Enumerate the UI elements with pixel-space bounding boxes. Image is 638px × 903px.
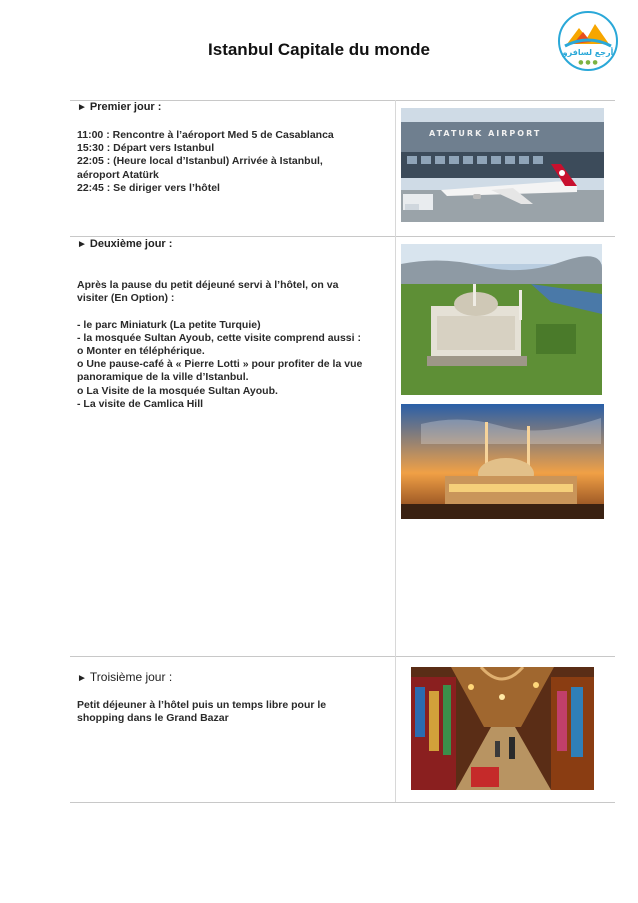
logo-emblem-icon <box>557 10 619 72</box>
airport-sign-text: ATATURK AIRPORT <box>429 129 542 138</box>
day-3-label-text: Troisième jour : <box>89 670 173 684</box>
brand-logo <box>557 10 619 72</box>
text-line: visiter (En Option) : <box>77 292 175 305</box>
day-1-text <box>77 129 334 195</box>
text-line: - le parc Miniaturk (La petite Turquie) <box>77 318 261 331</box>
miniaturk-photo <box>401 244 602 395</box>
text-line: shopping dans le Grand Bazar <box>77 712 229 725</box>
text-line: 22:05 : (Heure local d’Istanbul) Arrivée à Istanbul, <box>77 155 323 168</box>
arrow-right-icon: ► <box>77 673 87 684</box>
svg-text:● ● ●: ● ● ● <box>578 59 598 66</box>
text-line: o La Visite de la mosquée Sultan Ayoub. <box>77 384 278 397</box>
day-3-label <box>77 670 172 684</box>
arrow-right-icon: ► <box>77 239 87 250</box>
day-2-label <box>77 238 172 250</box>
airport-photo <box>401 108 604 222</box>
day-3-text <box>77 699 326 725</box>
text-line: 22:45 : Se diriger vers l’hôtel <box>77 181 220 194</box>
grand-bazaar-photo <box>411 667 594 790</box>
svg-text:أرجع لسافرو: أرجع لسافرو <box>562 48 614 57</box>
text-line: panoramique de la ville d’Istanbul. <box>77 371 249 384</box>
separator-line <box>70 656 615 657</box>
text-line: Petit déjeuner à l’hôtel puis un temps libre pour le <box>77 699 327 711</box>
separator-line <box>70 236 615 237</box>
separator-line <box>70 802 615 803</box>
text-line: - La visite de Camlica Hill <box>77 397 204 410</box>
day-2-label-text: Deuxième jour : <box>89 238 173 250</box>
arrow-right-icon: ► <box>77 102 87 113</box>
page-title: Istanbul Capitale du monde <box>208 40 430 59</box>
text-line: 15:30 : Départ vers Istanbul <box>77 142 215 155</box>
day-2-text <box>77 279 362 411</box>
text-line <box>77 305 362 318</box>
text-line: aéroport Atatürk <box>77 168 159 181</box>
text-line: o Monter en téléphérique. <box>77 345 205 358</box>
text-line: Après la pause du petit déjeuné servi à l’hôtel, on va <box>77 279 339 291</box>
text-line: - la mosquée Sultan Ayoub, cette visite comprend aussi : <box>77 331 361 344</box>
sultan-ayoub-mosque-photo <box>401 404 604 519</box>
day-1-label <box>77 101 161 113</box>
text-line: o Une pause-café à « Pierre Lotti » pour profiter de la vue <box>77 358 363 371</box>
column-divider <box>395 100 396 802</box>
text-line: 11:00 : Rencontre à l’aéroport Med 5 de Casablanca <box>77 129 334 141</box>
day-1-label-text: Premier jour : <box>89 101 162 113</box>
